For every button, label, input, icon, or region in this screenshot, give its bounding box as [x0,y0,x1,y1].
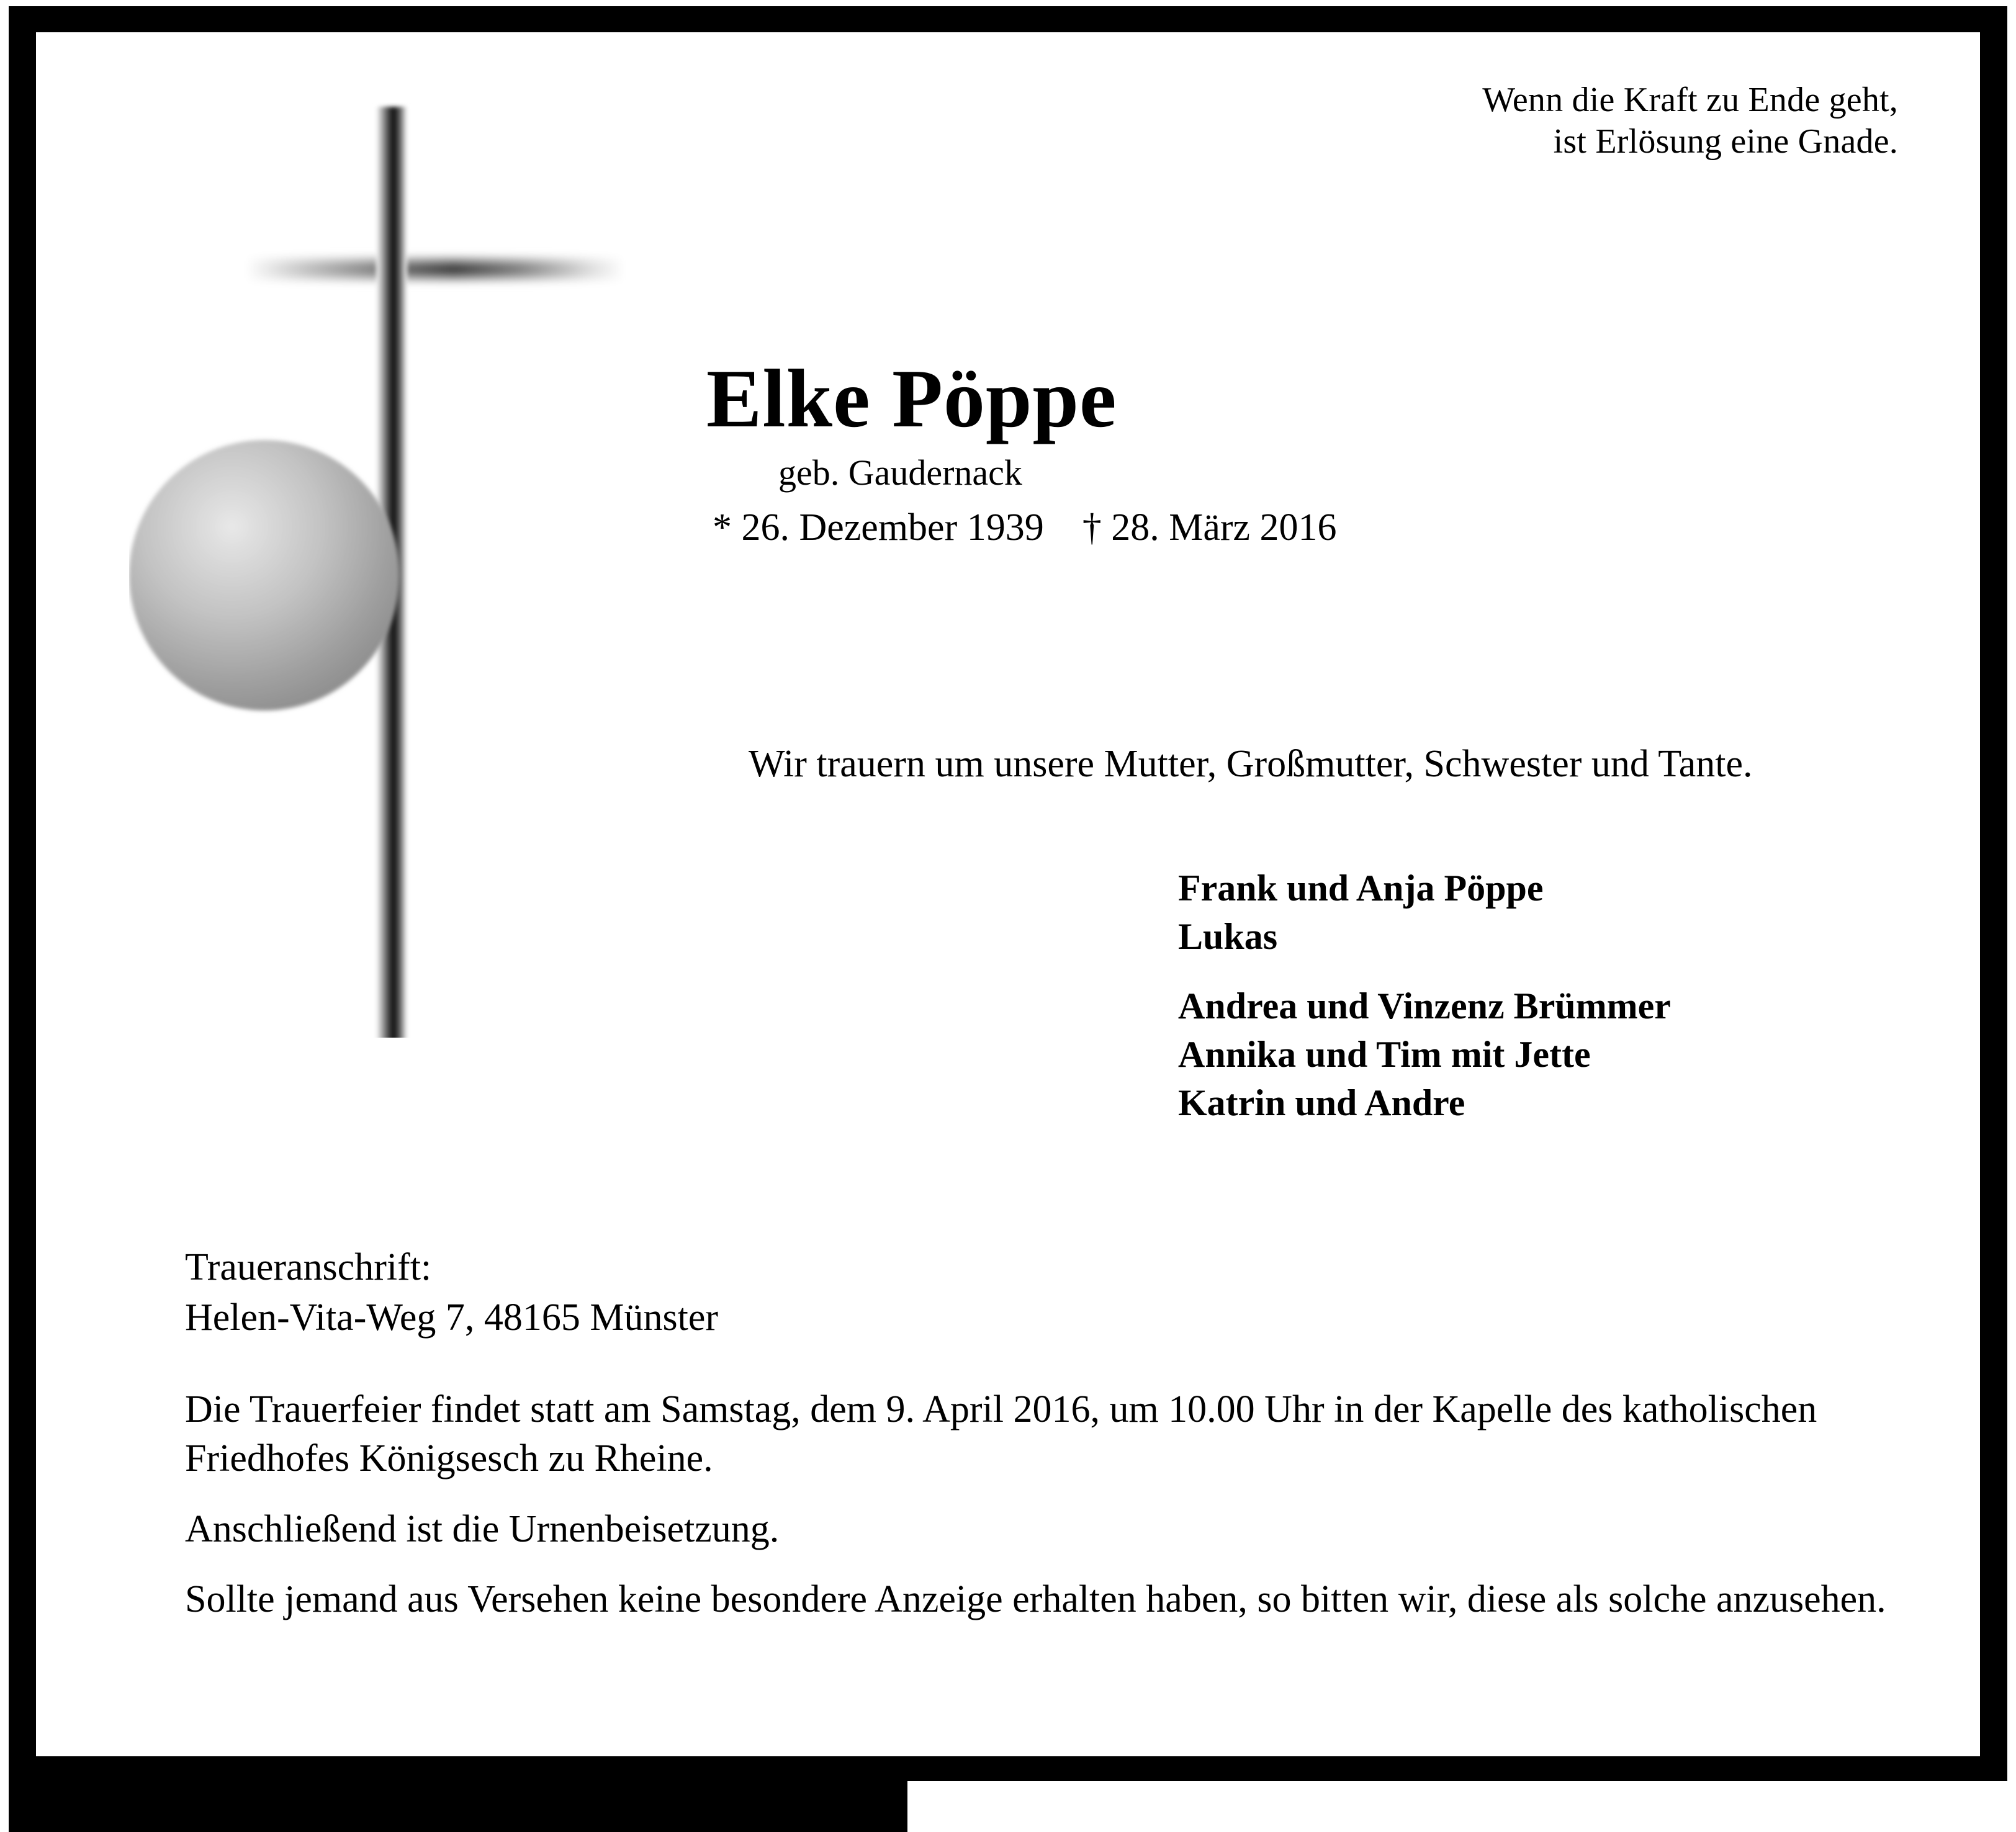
service-details [185,1385,1898,1624]
family-group [1178,982,1954,1127]
family-member: Katrin und Andre [1178,1082,1465,1123]
general-notice-text: Sollte jemand aus Versehen keine besondere Anzeige erhalten haben, so bitten wir, diese als solche anzusehen. [185,1578,1886,1621]
address-value: Helen-Vita-Weg 7, 48165 Münster [185,1296,719,1339]
family-group [1178,864,1954,961]
bottom-frame-row [9,1781,2007,1832]
epigraph-line-1: Wenn die Kraft zu Ende geht, [1482,81,1898,119]
deceased-name: Elke Pöppe [706,352,1117,444]
mourning-text: Wir trauern um unsere Mutter, Großmutter, Schwester und Tante. [749,743,1753,785]
maiden-name: geb. Gaudernack [778,452,1022,493]
address-label: Traueranschrift: [185,1246,432,1288]
obituary-card [36,32,1980,1756]
family-member: Andrea und Vinzenz Brümmer [1178,986,1671,1026]
life-dates: * 26. Dezember 1939 † 28. März 2016 [713,506,1337,549]
black-border-frame [9,6,2007,1782]
family-member: Annika und Tim mit Jette [1178,1034,1591,1075]
sphere-icon [129,440,400,711]
family-member: Lukas [1178,916,1278,957]
bottom-frame-notch [907,1781,2007,1832]
ceremony-text: Die Trauerfeier findet statt am Samstag, dem 9. April 2016, um 10.00 Uhr in der Kapelle des katholischen Friedhofes Königsesch zu Rheine. [185,1388,1817,1480]
cross-icon [129,70,650,1038]
epigraph [1482,79,1898,163]
family-list [1178,864,1954,1127]
family-member: Frank und Anja Pöppe [1178,868,1544,909]
burial-text: Anschließend ist die Urnenbeisetzung. [185,1507,780,1550]
mourning-address [185,1242,1923,1342]
cross-artwork [129,70,650,1038]
name-block [694,352,1935,550]
bottom-frame-black [9,1781,907,1832]
epigraph-line-2: ist Erlösung eine Gnade. [1553,122,1898,161]
